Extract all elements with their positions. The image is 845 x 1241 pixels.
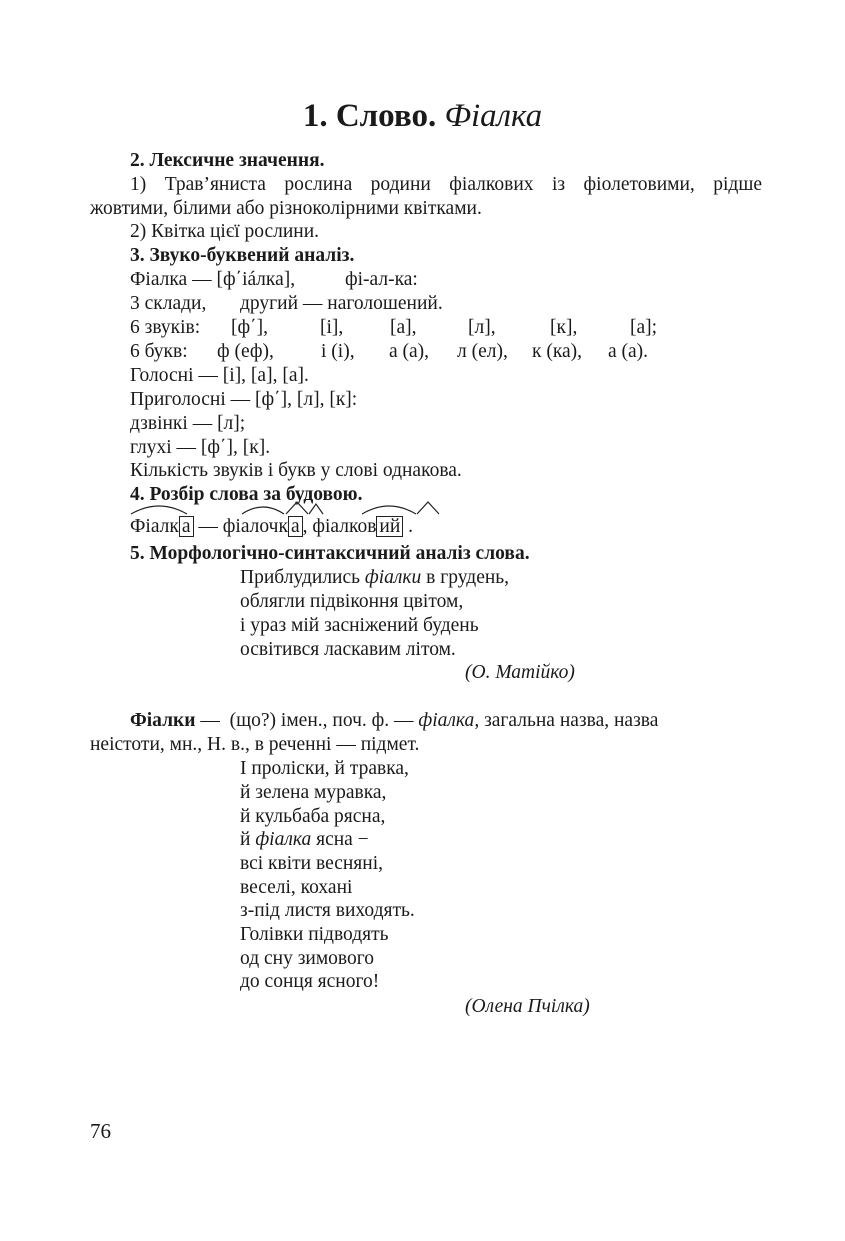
- consonants: Приголосні — [ф΄], [л], [к]:: [130, 389, 358, 410]
- word1-root: Фіалк: [130, 516, 179, 537]
- stressed-syllable: другий — наголошений.: [240, 293, 443, 314]
- analyzed-word: Фіалки: [130, 710, 196, 731]
- page-title: [0, 98, 845, 135]
- dash: —: [198, 516, 218, 537]
- letter-item: і (і),: [321, 341, 355, 362]
- syllabification: фі-ал-ка:: [345, 269, 418, 290]
- suffix-mark: [309, 504, 323, 514]
- initial-form: фіалка: [418, 710, 475, 731]
- period: .: [408, 516, 414, 537]
- title-number: 1. Слово.: [302, 98, 437, 134]
- sound-item: [а];: [630, 317, 658, 338]
- poem1-line-2: облягли підвіконня цвітом,: [240, 591, 464, 612]
- poem2-line-3: й кульбаба рясна,: [240, 806, 386, 827]
- section5-heading: 5. Морфологічно-синтаксичний аналіз слова.: [130, 543, 530, 564]
- root-arc: [131, 506, 187, 514]
- definition-1-line-1: 1) Трав’яниста рослина родини фіалкових із фіолетовими, рідше: [130, 174, 762, 195]
- analysis-line-2: неістоти, мн., Н. в., в реченні — підмет.: [90, 734, 420, 755]
- word2-suffix-1: оч: [259, 516, 279, 537]
- sound-item: [л],: [468, 317, 496, 338]
- transcription: Фіалка — [ф΄іáлка],: [130, 269, 296, 290]
- voiced-consonants: дзвінкі — [л];: [130, 413, 246, 434]
- root-arc: [242, 507, 284, 514]
- poem2-author: (Олена Пчілка): [465, 996, 590, 1017]
- section3-heading: 3. Звуко-буквений аналіз.: [130, 245, 355, 266]
- letter-item: а (а),: [389, 341, 430, 362]
- vowels: Голосні — [і], [а], [а].: [130, 365, 309, 386]
- definition-1-line-2: жовтими, білими або різноколірними квітками.: [90, 198, 482, 219]
- section2-heading: 2. Лексичне значення.: [130, 150, 325, 171]
- page-number: 76: [90, 1119, 111, 1143]
- comma: ,: [302, 516, 308, 537]
- letter-item: к (ка),: [532, 341, 583, 362]
- definition-2: 2) Квітка цієї рослини.: [130, 221, 320, 242]
- voiceless-consonants: глухі — [ф΄], [к].: [130, 437, 271, 458]
- poem1-line-4: освітився ласкавим літом.: [240, 639, 456, 660]
- poem2-line-9: од сну зимового: [240, 948, 375, 969]
- analysis-line-1: Фіалки — (що?) імен., поч. ф. — фіалка, загальна назва, назва: [130, 710, 659, 731]
- word3-suffix: ов: [357, 516, 377, 537]
- poem2-line-4: й фіалка ясна −: [240, 829, 369, 850]
- syllable-count: 3 склади,: [130, 293, 207, 314]
- section4-heading: 4. Розбір слова за будовою.: [130, 484, 363, 505]
- word1-ending: а: [179, 516, 194, 537]
- suffix-mark: [417, 502, 439, 514]
- sounds-label: 6 звуків:: [130, 317, 201, 338]
- poem1-line-1: Приблудились фіалки в грудень,: [240, 567, 510, 588]
- letter-item: л (ел),: [457, 341, 508, 362]
- morpheme-marks: [130, 498, 510, 518]
- word2-ending: а: [288, 516, 303, 537]
- morpheme-analysis: [130, 516, 413, 538]
- word3-ending: ий: [376, 516, 403, 537]
- poem2-line-6: веселі, кохані: [240, 877, 353, 898]
- poem1-author: (О. Матійко): [465, 662, 575, 683]
- word3-root: фіалк: [312, 516, 358, 537]
- highlighted-word: фіалка: [255, 829, 312, 850]
- highlighted-word: фіалки: [364, 567, 422, 588]
- sound-item: [а],: [390, 317, 417, 338]
- letter-item: а (а).: [608, 341, 649, 362]
- sound-item: [і],: [320, 317, 344, 338]
- poem2-line-8: Голівки підводять: [240, 924, 389, 945]
- suffix-mark: [286, 502, 308, 514]
- sound-item: [ф΄],: [231, 317, 268, 338]
- sound-item: [к],: [550, 317, 578, 338]
- letters-label: 6 букв:: [130, 341, 188, 362]
- poem2-line-1: І проліски, й травка,: [240, 758, 409, 779]
- word2-root: фіал: [222, 516, 260, 537]
- poem2-line-5: всі квіти весняні,: [240, 853, 383, 874]
- sound-letter-conclusion: Кількість звуків і букв у слові однакова.: [130, 460, 462, 481]
- poem1-line-3: і ураз мій засніжений будень: [240, 615, 479, 636]
- title-word: Фіалка: [444, 98, 543, 134]
- root-arc: [362, 506, 416, 514]
- letter-item: ф (еф),: [217, 341, 274, 362]
- poem2-line-2: й зелена муравка,: [240, 782, 387, 803]
- poem2-line-10: до сонця ясного!: [240, 971, 380, 992]
- poem2-line-7: з-під листя виходять.: [240, 900, 415, 921]
- word2-suffix-2: к: [278, 516, 288, 537]
